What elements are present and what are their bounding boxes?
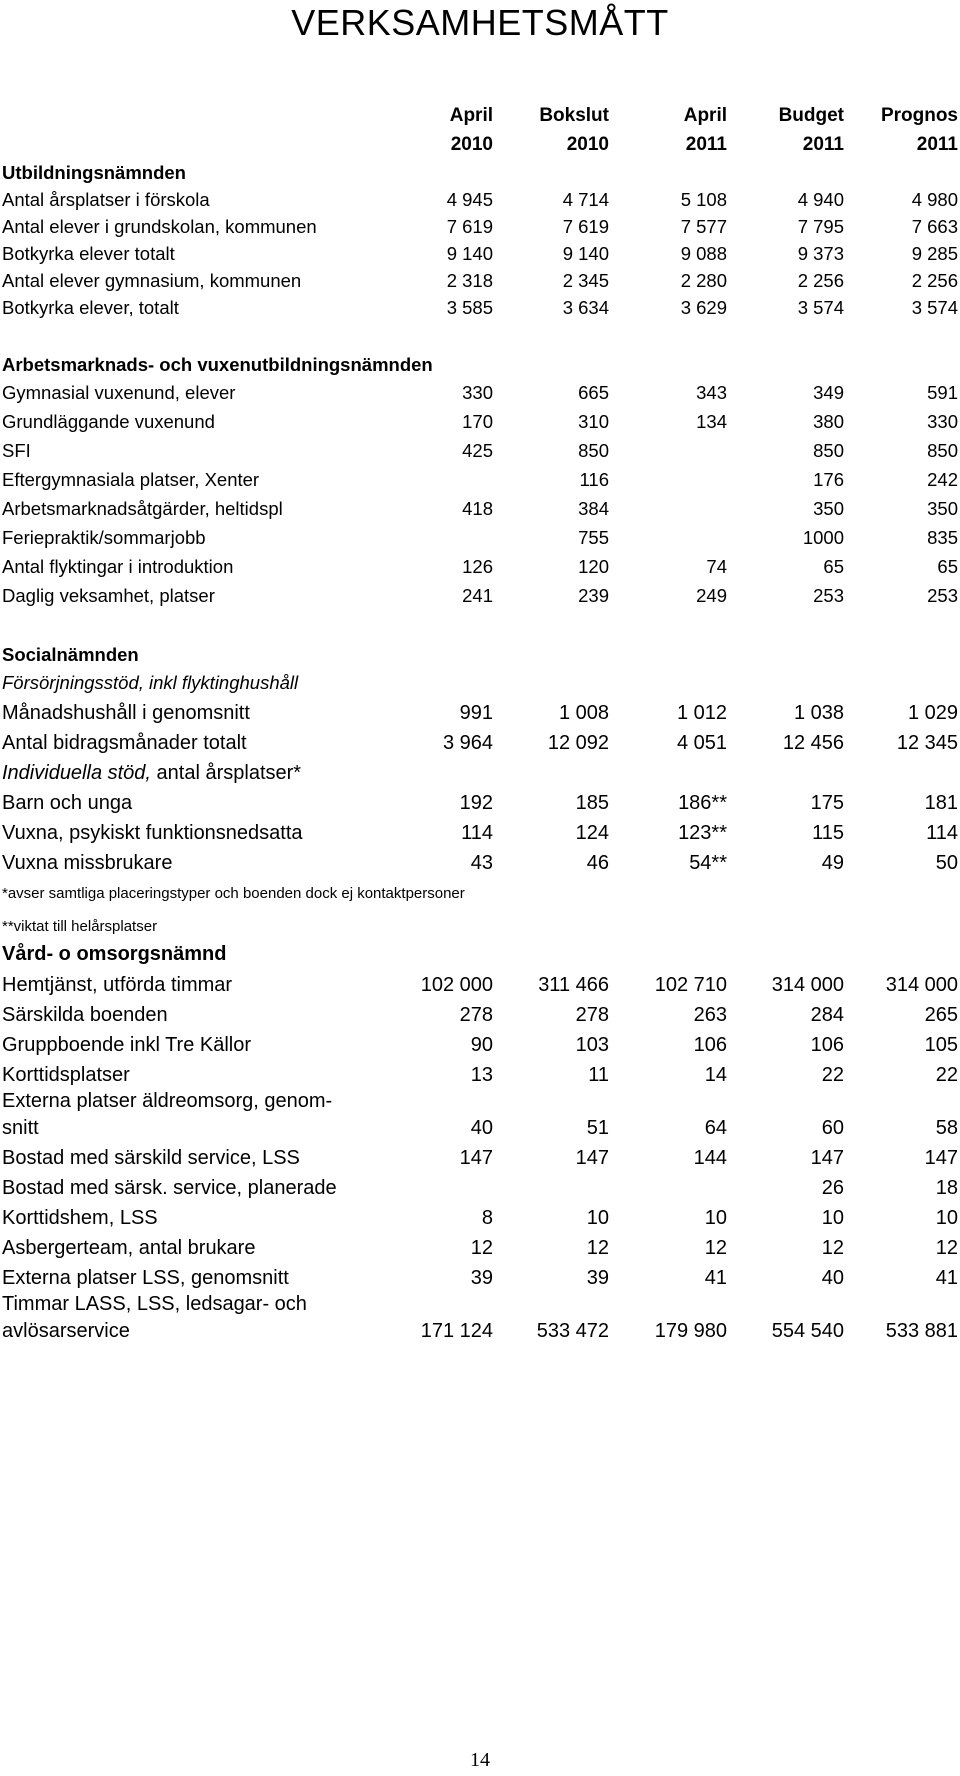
cell: 12 [704, 1237, 727, 1259]
cell: 147 [810, 1147, 844, 1169]
cell: 330 [927, 411, 958, 432]
row-label: Vuxna, psykiskt funktionsnedsatta [2, 822, 303, 844]
cell: 116 [579, 469, 609, 490]
row-label: Arbetsmarknadsåtgärder, heltidspl [2, 498, 283, 519]
cell: 253 [813, 585, 844, 606]
cell: 533 881 [885, 1320, 958, 1342]
cell: 265 [924, 1004, 958, 1026]
cell: 3 629 [680, 297, 727, 318]
col-header: April [449, 105, 493, 126]
cell: 7 663 [911, 216, 958, 237]
cell: 350 [927, 498, 958, 519]
cell: 2 318 [446, 270, 493, 291]
row-label: Antal elever gymnasium, kommunen [2, 270, 302, 291]
row-label: Antal flyktingar i introduktion [2, 556, 234, 577]
cell: 10 [704, 1207, 727, 1229]
cell: 4 945 [446, 189, 493, 210]
cell: 2 256 [797, 270, 844, 291]
row-label: Externa platser LSS, genomsnitt [2, 1267, 289, 1289]
cell: 120 [578, 556, 609, 577]
cell: 144 [693, 1147, 727, 1169]
cell: 10 [586, 1207, 609, 1229]
section-heading-text: Utbildningsnämnden [2, 162, 186, 183]
col-header: April [683, 105, 727, 126]
cell: 310 [578, 411, 609, 432]
section-heading-text: Socialnämnden [2, 644, 139, 665]
cell: 9 140 [446, 243, 493, 264]
cell: 249 [696, 585, 727, 606]
cell: 554 540 [771, 1320, 844, 1342]
row-label: Feriepraktik/sommarjobb [2, 527, 206, 548]
cell: 239 [578, 585, 609, 606]
cell: 90 [470, 1034, 493, 1056]
cell: 755 [578, 527, 609, 548]
row-label: Barn och unga [2, 792, 133, 814]
col-header-year: 2010 [450, 134, 493, 155]
cell: 171 124 [420, 1320, 493, 1342]
cell: 1 038 [793, 702, 844, 724]
col-header-year: 2010 [566, 134, 609, 155]
row-label: Hemtjänst, utförda timmar [2, 974, 233, 996]
section-heading-text: Arbetsmarknads- och vuxenutbildningsnämnden [2, 354, 433, 375]
cell: 12 456 [782, 732, 844, 754]
cell: 39 [586, 1267, 609, 1289]
cell: 114 [461, 822, 493, 844]
subheading-text [2, 762, 301, 785]
cell: 284 [810, 1004, 844, 1026]
cell: 10 [935, 1207, 958, 1229]
page-number: 14 [470, 1749, 490, 1771]
cell: 380 [813, 411, 844, 432]
cell: 39 [470, 1267, 493, 1289]
cell: 126 [462, 556, 493, 577]
row-label: Antal elever i grundskolan, kommunen [2, 216, 317, 237]
cell: 263 [693, 1004, 727, 1026]
cell: 106 [810, 1034, 844, 1056]
cell: 170 [462, 411, 493, 432]
cell: 7 619 [562, 216, 609, 237]
cell: 278 [575, 1004, 609, 1026]
cell: 9 373 [797, 243, 844, 264]
cell: 3 574 [911, 297, 958, 318]
cell: 46 [586, 852, 609, 874]
cell: 106 [693, 1034, 727, 1056]
cell: 278 [459, 1004, 493, 1026]
row-label: Korttidshem, LSS [2, 1207, 158, 1229]
cell: 58 [935, 1117, 958, 1139]
col-header-year: 2011 [802, 134, 844, 155]
cell: 330 [462, 382, 493, 403]
cell: 74 [706, 556, 727, 577]
cell: 314 000 [885, 974, 958, 996]
cell: 12 092 [547, 732, 609, 754]
cell: 40 [470, 1117, 493, 1139]
cell: 4 714 [562, 189, 609, 210]
cell: 850 [813, 440, 844, 461]
cell: 186** [678, 792, 727, 814]
row-label: Externa platser äldreomsorg, genom- [2, 1090, 333, 1112]
cell: 5 108 [680, 189, 727, 210]
row-label: Botkyrka elever, totalt [2, 297, 179, 318]
cell: 4 051 [676, 732, 727, 754]
cell: 349 [813, 382, 844, 403]
cell: 26 [821, 1177, 844, 1199]
subheading-italic: Individuella stöd, [2, 762, 151, 784]
cell: 181 [924, 792, 958, 814]
cell: 343 [696, 382, 727, 403]
row-label: SFI [2, 440, 31, 461]
cell: 3 634 [562, 297, 609, 318]
cell: 147 [575, 1147, 609, 1169]
row-label: Bostad med särskild service, LSS [2, 1147, 300, 1169]
cell: 41 [935, 1267, 958, 1289]
cell: 64 [704, 1117, 727, 1139]
cell: 192 [459, 792, 493, 814]
cell: 65 [937, 556, 958, 577]
cell: 49 [821, 852, 844, 874]
row-label: Botkyrka elever totalt [2, 243, 175, 264]
cell: 7 577 [680, 216, 727, 237]
subheading-text: Försörjningsstöd, inkl flyktinghushåll [2, 672, 299, 693]
cell: 3 585 [446, 297, 493, 318]
footnote-text: **viktat till helårsplatser [2, 918, 158, 935]
cell: 50 [935, 852, 958, 874]
row-label: Månadshushåll i genomsnitt [2, 702, 250, 724]
row-label: Gymnasial vuxenund, elever [2, 382, 236, 403]
row-label: Gruppboende inkl Tre Källor [2, 1034, 252, 1056]
cell: 991 [459, 702, 493, 724]
cell: 18 [935, 1177, 958, 1199]
cell: 242 [927, 469, 958, 490]
cell: 41 [704, 1267, 727, 1289]
row-label: Särskilda boenden [2, 1004, 168, 1026]
row-label: Timmar LASS, LSS, ledsagar- och [2, 1293, 307, 1315]
cell: 3 574 [797, 297, 844, 318]
page-title: VERKSAMHETSMÅTT [291, 2, 669, 43]
cell: 350 [813, 498, 844, 519]
cell: 103 [575, 1034, 609, 1056]
row-label: Grundläggande vuxenund [2, 411, 215, 432]
cell: 124 [575, 822, 609, 844]
cell: 14 [704, 1064, 727, 1086]
cell: 311 466 [538, 974, 609, 996]
cell: 102 000 [420, 974, 493, 996]
cell: 8 [481, 1207, 493, 1229]
cell: 7 619 [446, 216, 493, 237]
cell: 2 345 [562, 270, 609, 291]
cell: 12 [586, 1237, 609, 1259]
cell: 12 [470, 1237, 493, 1259]
cell: 175 [810, 792, 844, 814]
cell: 384 [578, 498, 609, 519]
cell: 54** [689, 852, 727, 874]
col-header: Prognos [880, 105, 958, 126]
cell: 12 [821, 1237, 844, 1259]
cell: 418 [462, 498, 493, 519]
cell: 1 029 [907, 702, 958, 724]
row-label: Asbergerteam, antal brukare [2, 1237, 256, 1259]
cell: 2 256 [911, 270, 958, 291]
cell: 22 [935, 1064, 958, 1086]
cell: 10 [821, 1207, 844, 1229]
cell: 123** [678, 822, 727, 844]
cell: 115 [812, 822, 844, 844]
cell: 425 [462, 440, 493, 461]
cell: 3 964 [442, 732, 493, 754]
cell: 665 [578, 382, 609, 403]
cell: 253 [927, 585, 958, 606]
cell: 40 [821, 1267, 844, 1289]
cell: 1 008 [558, 702, 609, 724]
cell: 22 [821, 1064, 844, 1086]
col-header-year: 2011 [685, 134, 727, 155]
cell: 147 [924, 1147, 958, 1169]
subheading-rest: antal årsplatser* [150, 762, 302, 784]
cell: 314 000 [771, 974, 844, 996]
cell: 9 285 [911, 243, 958, 264]
row-label: Antal årsplatser i förskola [2, 189, 210, 210]
cell: 11 [588, 1064, 609, 1086]
cell: 2 280 [680, 270, 727, 291]
cell: 102 710 [654, 974, 727, 996]
cell: 13 [470, 1064, 493, 1086]
cell: 4 980 [911, 189, 958, 210]
cell: 12 [935, 1237, 958, 1259]
row-label: Daglig veksamhet, platser [2, 585, 215, 606]
cell: 114 [926, 822, 958, 844]
cell: 1 012 [676, 702, 727, 724]
cell: 147 [459, 1147, 493, 1169]
row-label-continued: snitt [2, 1117, 39, 1139]
cell: 185 [575, 792, 609, 814]
cell: 134 [696, 411, 727, 432]
cell: 591 [927, 382, 958, 403]
cell: 533 472 [536, 1320, 609, 1342]
cell: 835 [927, 527, 958, 548]
cell: 9 140 [562, 243, 609, 264]
cell: 179 980 [654, 1320, 727, 1342]
row-label: Antal bidragsmånader totalt [2, 732, 247, 754]
row-label: Bostad med särsk. service, planerade [2, 1177, 337, 1199]
cell: 176 [813, 469, 844, 490]
cell: 850 [578, 440, 609, 461]
cell: 105 [924, 1034, 958, 1056]
row-label: Eftergymnasiala platser, Xenter [2, 469, 260, 490]
row-label-continued: avlösarservice [2, 1320, 130, 1342]
cell: 65 [823, 556, 844, 577]
footnote-text: *avser samtliga placeringstyper och boenden dock ej kontaktpersoner [2, 885, 465, 902]
cell: 9 088 [680, 243, 727, 264]
row-label: Korttidsplatser [2, 1064, 130, 1086]
cell: 7 795 [797, 216, 844, 237]
col-header-year: 2011 [916, 134, 958, 155]
cell: 12 345 [896, 732, 958, 754]
cell: 51 [586, 1117, 609, 1139]
section-heading-text: Vård- o omsorgsnämnd [2, 943, 227, 965]
cell: 60 [821, 1117, 844, 1139]
col-header: Bokslut [539, 105, 609, 126]
cell: 4 940 [797, 189, 844, 210]
cell: 43 [470, 852, 493, 874]
cell: 850 [927, 440, 958, 461]
row-label: Vuxna missbrukare [2, 852, 173, 874]
cell: 1000 [802, 527, 844, 548]
col-header: Budget [778, 105, 844, 126]
cell: 241 [462, 585, 493, 606]
